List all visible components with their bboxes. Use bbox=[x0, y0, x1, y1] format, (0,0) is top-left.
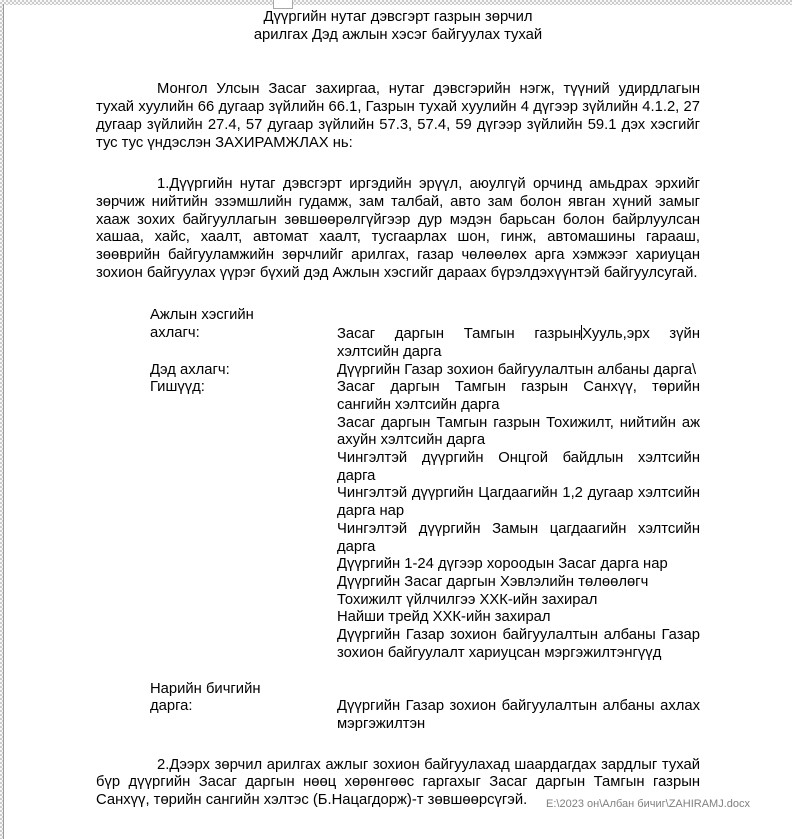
roster-label bbox=[150, 415, 337, 450]
roster-label: Гишүүд: bbox=[150, 379, 205, 396]
roster-value: Дүүргийн Газар зохион байгуулалтын албаны ахлах мэргэжилтэн bbox=[337, 698, 700, 732]
roster-row bbox=[150, 307, 700, 325]
page-top-transparency-strip bbox=[0, 0, 792, 5]
roster-value: Дүүргийн Газар зохион байгуулалтын албаны дарга\ bbox=[337, 361, 697, 378]
clause-1-paragraph: 1.Дүүргийн нутаг дэвсгэрт иргэдийн эрүүл, аюулгүй орчинд амьдрах эрхийг зөрчиж нийтийн эзэмшлийн гудамж, зам талбай, авто зам болон явган хүний замыг хааж зохих байгууллагын зөвшөөрөлгүйгээр дур мэдэн барьсан болон байрлуулсан хашаа, хайс, хаалт, автомат хаалт, тусгаарлах шон, гинж, автомашины гарааш, зөөврийн байгууламжийн зөрчлийг арилгах, газар чөлөөлөх арга хэмжээг хариуцан зохион байгуулах үүрэг бүхий дэд Ажлын хэсгийг дараах бүрэлдэхүүнтэй байгуулсугай. bbox=[96, 176, 700, 281]
working-group-roster bbox=[96, 307, 700, 733]
roster-row bbox=[150, 574, 700, 592]
roster-value: Дүүргийн Газар зохион байгуулалтын албаны Газар зохион байгуулалт хариуцсан мэргэжилтэнгүүд bbox=[337, 627, 700, 661]
document-file-path: E:\2023 он\Албан бичиг\ZAHIRAMJ.docx bbox=[546, 798, 750, 810]
roster-label bbox=[150, 592, 337, 610]
roster-row bbox=[150, 415, 700, 450]
roster-row bbox=[150, 325, 700, 361]
roster-label: Нарийн бичгийн bbox=[150, 680, 261, 697]
roster-value-text: Хууль,эрх зүйн хэлтсийн дарга bbox=[337, 326, 700, 360]
roster-label bbox=[150, 574, 337, 592]
roster-label: Ажлын хэсгийн bbox=[150, 307, 254, 324]
roster-row bbox=[150, 362, 700, 380]
intro-paragraph: Монгол Улсын Засаг захиргаа, нутаг дэвсгэрийн нэгж, түүний удирдлагын тухай хуулийн 66 дугаар зүйлийн 66.1, Газрын тухай хуулийн 4 дүгээр зүйлийн 4.1.2, 27 дугаар зүйлийн 27.4, 57 дугаар зүйлийн 57.3, 57.4, 59 дүгээр зүйлийн 59.1 дэх хэсгийг тус тус үндэслэн ЗАХИРАМЖЛАХ нь: bbox=[96, 81, 700, 151]
roster-row bbox=[150, 609, 700, 627]
roster-label: Дэд ахлагч: bbox=[150, 361, 230, 378]
roster-value: Чингэлтэй дүүргийн Цагдаагийн 1,2 дугаар хэлтсийн дарга нар bbox=[337, 485, 700, 520]
roster-label bbox=[150, 627, 337, 662]
roster-value: Засаг даргын Тамгын газрын Тохижилт, нийтийн аж ахуйн хэлтсийн дарга bbox=[337, 414, 700, 449]
page-edge-marker bbox=[273, 0, 293, 9]
roster-row bbox=[150, 485, 700, 520]
roster-row bbox=[150, 627, 700, 662]
roster-value: Чингэлтэй дүүргийн Замын цагдаагийн хэлтсийн дарга bbox=[337, 520, 700, 555]
roster-value: Тохижилт үйлчилгээ ХХК-ийн захирал bbox=[337, 591, 598, 608]
roster-label: ахлагч: bbox=[150, 325, 200, 342]
roster-label bbox=[150, 556, 337, 574]
document-title bbox=[96, 9, 700, 44]
roster-row bbox=[150, 556, 700, 574]
roster-value bbox=[337, 681, 700, 699]
roster-row bbox=[150, 379, 700, 414]
roster-value: Дүүргийн 1-24 дүгээр хороодын Засаг дарга нар bbox=[337, 556, 668, 573]
document-title-line2: арилгах Дэд ажлын хэсэг байгуулах тухай bbox=[253, 26, 543, 43]
roster-row bbox=[150, 450, 700, 485]
roster-value: Чингэлтэй дүүргийн Онцгой байдлын хэлтсийн дарга bbox=[337, 450, 700, 484]
clause-2-paragraph: 2.Дээрх зөрчил арилгах ажлыг зохион байгуулахад шаардагдах зардлыг тухай бүр дүүргийн Засаг даргын нөөц хөрөнгөөс гаргахыг Засаг даргын Тамгын газрын Санхүү, төрийн сангийн хэлтэс (Б.Нацагдорж)-т зөвшөөрсүгэй. bbox=[96, 756, 700, 809]
roster-row bbox=[150, 592, 700, 610]
roster-value: Засаг даргын Тамгын газрын Санхүү, төрийн сангийн хэлтсийн дарга bbox=[337, 379, 700, 413]
page-left-border bbox=[3, 4, 4, 839]
document-title-line1: Дүүргийн нутаг дэвсгэрт газрын зөрчил bbox=[263, 9, 533, 25]
roster-row bbox=[150, 521, 700, 556]
document-body bbox=[96, 9, 700, 810]
roster-label bbox=[150, 450, 337, 485]
roster-label bbox=[150, 521, 337, 556]
roster-value bbox=[337, 325, 700, 361]
roster-label bbox=[150, 485, 337, 520]
roster-value-text: Засаг даргын Тамгын газрын bbox=[337, 326, 582, 343]
roster-row bbox=[150, 681, 700, 699]
roster-value: Найши трейд ХХК-ийн захирал bbox=[337, 609, 551, 626]
roster-value bbox=[337, 307, 700, 325]
roster-value: Дүүргийн Засаг даргын Хэвлэлийн төлөөлөгч bbox=[337, 573, 649, 590]
roster-label: дарга: bbox=[150, 698, 193, 715]
roster-row bbox=[150, 698, 700, 733]
roster-label bbox=[150, 609, 337, 627]
